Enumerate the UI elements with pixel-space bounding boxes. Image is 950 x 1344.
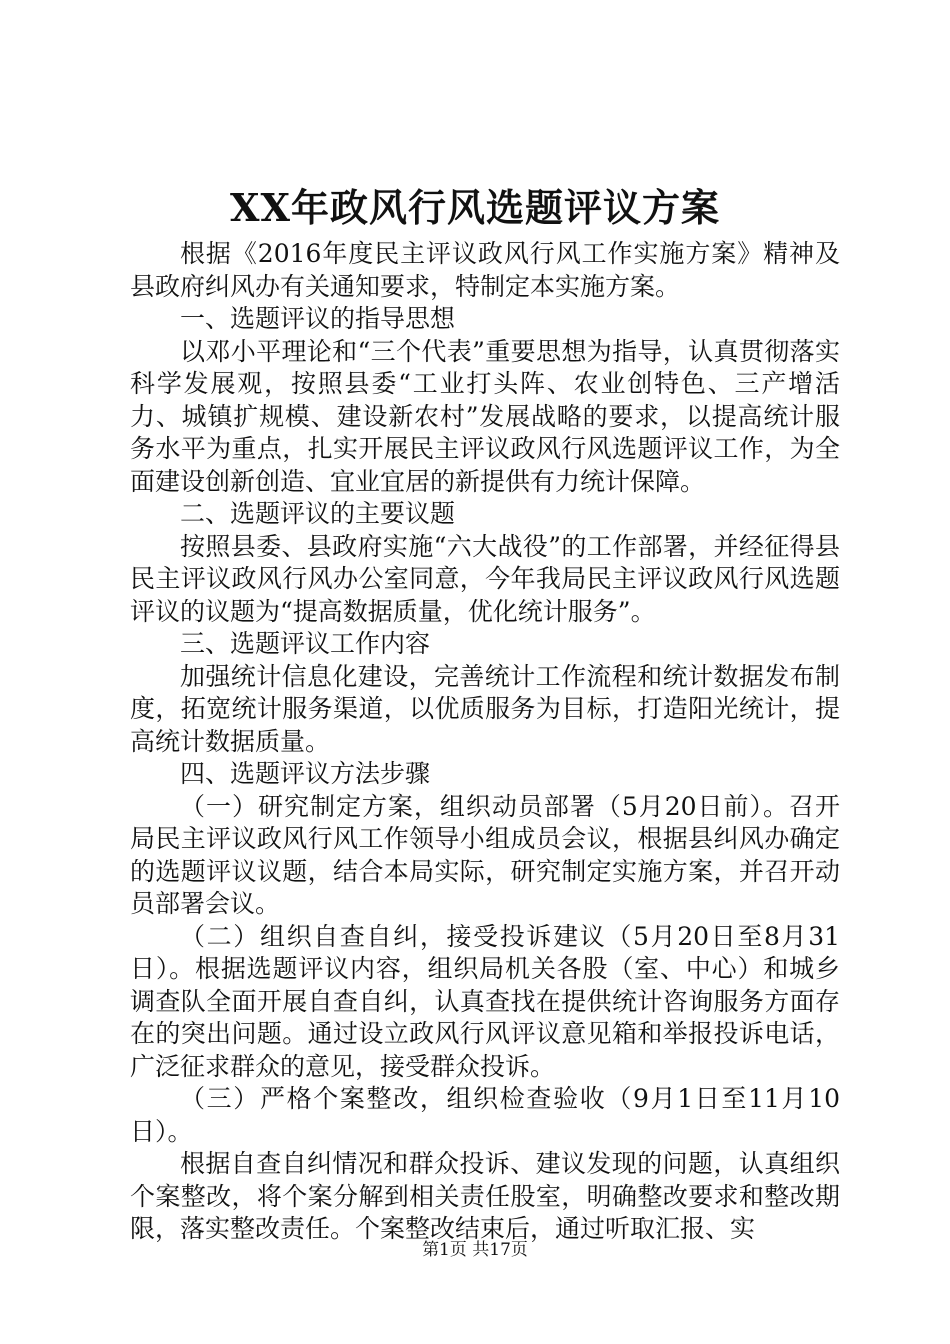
page-footer: 第1页 共17页: [422, 1240, 528, 1260]
document-body: [130, 238, 840, 1246]
paragraph-intro: 根据《2016年度民主评议政风行风工作实施方案》精神及县政府纠风办有关通知要求，特制定本实施方案。: [130, 239, 840, 301]
paragraph-step-1: （一）研究制定方案，组织动员部署（5月20日前）。召开局民主评议政风行风工作领导小组成员会议，根据县纠风办确定的选题评议议题，结合本局实际，研究制定实施方案，并召开动员部署会议。: [130, 791, 840, 918]
paragraph-step-2: （二）组织自查自纠，接受投诉建议（5月20日至8月31日）。根据选题评议内容，组织局机关各股（室、中心）和城乡调查队全面开展自查自纠，认真查找在提供统计咨询服务方面存在的突出问题。通过设立政风行风评议意见箱和举报投诉电话，广泛征求群众的意见，接受群众投诉。: [130, 921, 840, 1081]
section-heading-2: 二、选题评议的主要议题: [180, 499, 456, 528]
paragraph-main-topic: 按照县委、县政府实施“六大战役”的工作部署，并经征得县民主评议政风行风办公室同意，今年我局民主评议政风行风选题评议的议题为“提高数据质量，优化统计服务”。: [130, 531, 840, 626]
paragraph-work-content: 加强统计信息化建设，完善统计工作流程和统计数据发布制度，拓宽统计服务渠道，以优质服务为目标，打造阳光统计，提高统计数据质量。: [130, 661, 840, 756]
section-heading-1: 一、选题评议的指导思想: [180, 304, 456, 333]
paragraph-rectification: 根据自查自纠情况和群众投诉、建议发现的问题，认真组织个案整改，将个案分解到相关责任股室，明确整改要求和整改期限，落实整改责任。个案整改结束后，通过听取汇报、实: [130, 1149, 840, 1243]
document-title: XX年政风行风选题评议方案: [230, 185, 720, 230]
section-heading-4: 四、选题评议方法步骤: [180, 759, 431, 788]
section-heading-3: 三、选题评议工作内容: [180, 629, 431, 658]
paragraph-step-3: （三）严格个案整改，组织检查验收（9月1日至11月10日）。: [130, 1084, 840, 1146]
paragraph-guiding-thought: 以邓小平理论和“三个代表”重要思想为指导，认真贯彻落实科学发展观，按照县委“工业打头阵、农业创特色、三产增活力、城镇扩规模、建设新农村”发展战略的要求，以提高统计服务水平为重点，扎实开展民主评议政风行风选题评议工作，为全面建设创新创造、宜业宜居的新提供有力统计保障。: [130, 336, 840, 496]
